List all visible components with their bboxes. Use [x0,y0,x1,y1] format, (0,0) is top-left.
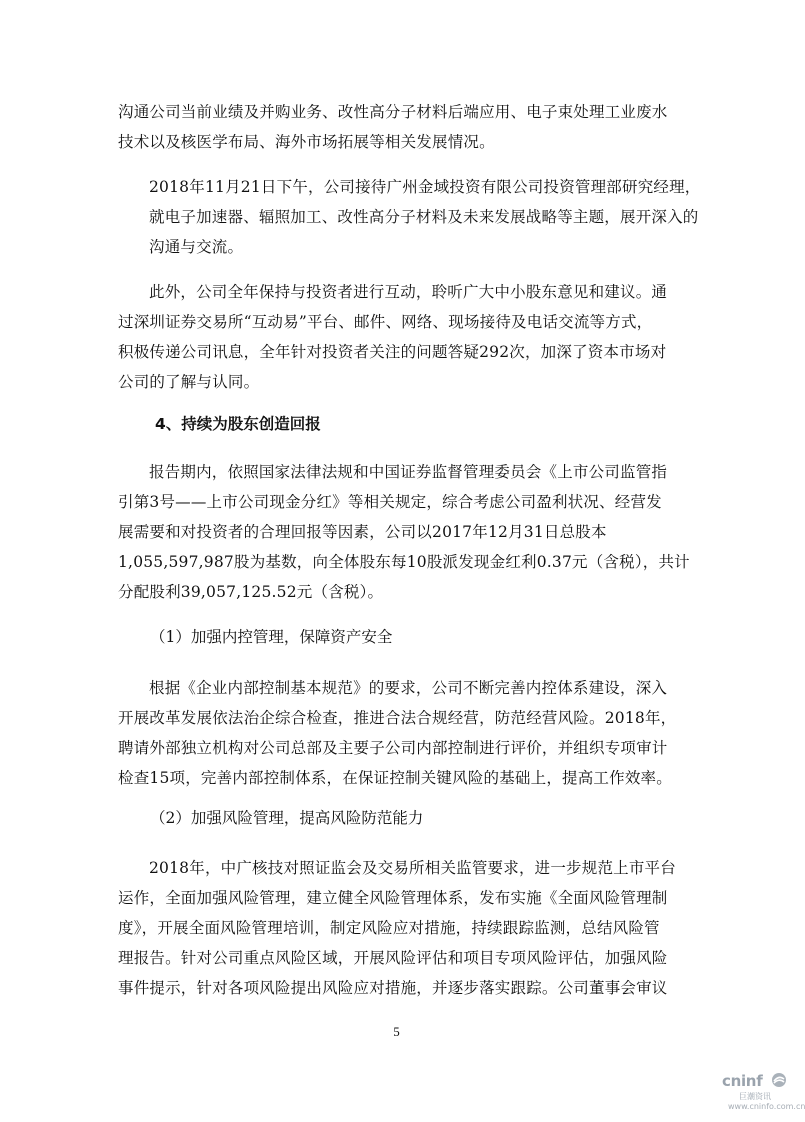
text-line: 过深圳证券交易所“互动易”平台、邮件、网络、现场接待及电话交流等方式， [118,313,653,331]
text-line: 运作，全面加强风险管理，建立健全风险管理体系，发布实施《全面风险管理制 [118,889,668,907]
text-line: 就电子加速器、辐照加工、改性高分子材料及未来发展战略等主题，展开深入的 [149,208,699,226]
text-line: 度》，开展全面风险管理培训，制定风险应对措施，持续跟踪监测，总结风险管 [118,919,660,937]
text-line: 分配股利39,057,125.52元（含税）。 [118,583,384,601]
text-line: 聘请外部独立机构对公司总部及主要子公司内部控制进行评价，并组织专项审计 [118,739,668,757]
paragraph-investor-communication [118,97,678,157]
text-line: 理报告。针对公司重点风险区域，开展风险评估和项目专项风险评估，加强风险 [118,949,668,967]
section-heading: 4、持续为股东创造回报 [155,415,321,433]
paragraph-risk-management [118,853,678,1003]
text-line: 2018年11月21日下午，公司接待广州金域投资有限公司投资管理部研究经理， [149,178,701,196]
text-line: 检查15项，完善内部控制体系，在保证控制关键风险的基础上，提高工作效率。 [118,769,672,787]
paragraph-guangzhou-visit [118,172,701,262]
text-line: 公司的了解与认同。 [118,373,260,391]
cninf-chinese-name: 巨潮资讯 [739,1092,771,1101]
text-line: 引第3号——上市公司现金分红》等相关规定，综合考虑公司盈利状况、经营发 [118,493,662,511]
cninf-url: www.cninfo.com.cn [728,1102,805,1111]
page-number: 5 [393,1024,400,1039]
text-line: 展需要和对投资者的合理回报等因素，公司以2017年12月31日总股本 [118,523,607,541]
text-line: 事件提示，针对各项风险提出风险应对措施，并逐步落实跟踪。公司董事会审议 [118,979,668,997]
text-line: 积极传递公司讯息，全年针对投资者关注的问题答疑292次，加深了资本市场对 [118,343,667,361]
cninf-wordmark: cninf [722,1072,763,1090]
text-line: 此外，公司全年保持与投资者进行互动，聆听广大中小股东意见和建议。通 [149,283,668,301]
text-line: 1,055,597,987股为基数，向全体股东每10股派发现金红利0.37元（含税），共计 [118,553,690,571]
subheading-internal-control: （1）加强内控管理，保障资产安全 [150,628,393,646]
text-line: 2018年，中广核技对照证监会及交易所相关监管要求，进一步规范上市平台 [149,859,676,877]
cninf-watermark [722,1072,805,1116]
text-line: 沟通与交流。 [149,238,244,256]
text-line: 技术以及核医学布局、海外市场拓展等相关发展情况。 [118,133,495,151]
subheading-risk-management: （2）加强风险管理，提高风险防范能力 [150,809,424,827]
cninf-swirl-icon [771,1072,787,1088]
text-line: 沟通公司当前业绩及并购业务、改性高分子材料后端应用、电子束处理工业废水 [118,103,668,121]
text-line: 报告期内，依照国家法律法规和中国证券监督管理委员会《上市公司监管指 [149,463,668,481]
paragraph-dividend [118,457,690,607]
paragraph-investor-interaction [118,277,678,397]
text-line: 开展改革发展依法治企综合检查，推进合法合规经营，防范经营风险。2018年， [118,709,677,727]
paragraph-internal-control [118,673,678,793]
text-line: 根据《企业内部控制基本规范》的要求，公司不断完善内控体系建设，深入 [149,679,668,697]
